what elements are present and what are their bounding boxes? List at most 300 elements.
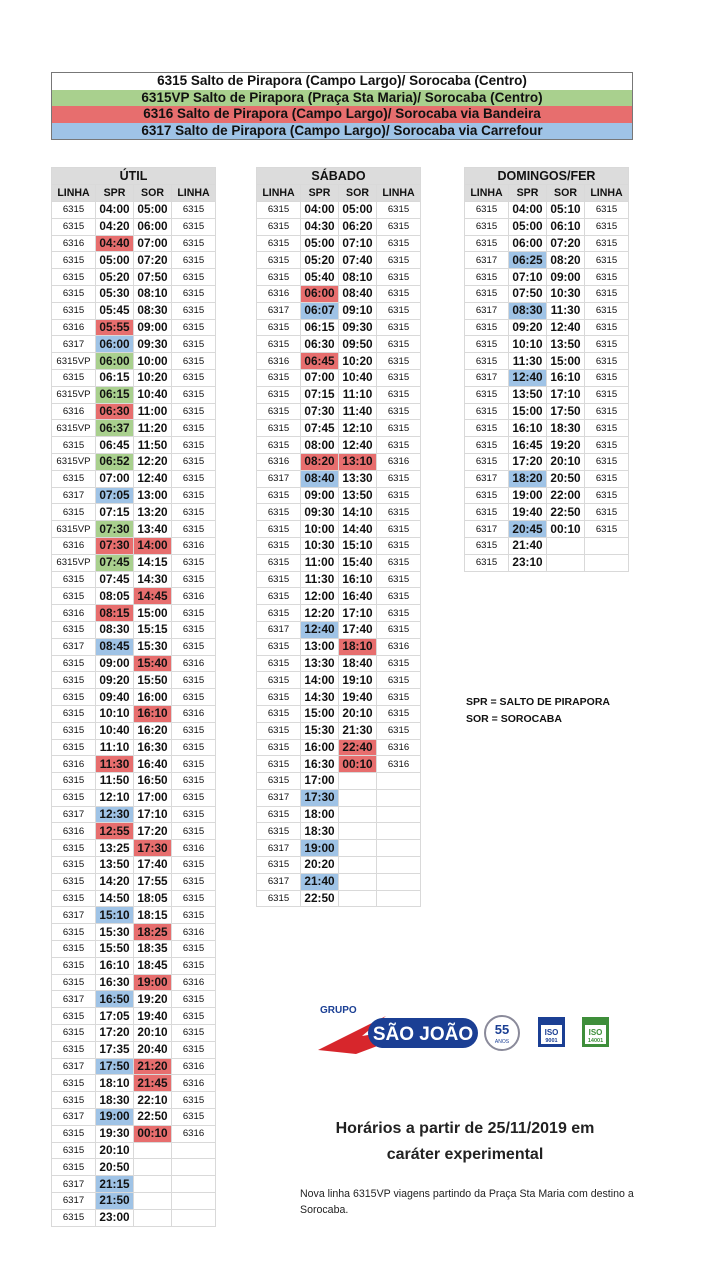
return-line: 6316 [377, 756, 421, 773]
spr-time: 17:50 [96, 1058, 134, 1075]
return-line: 6315 [172, 302, 216, 319]
new-line-footnote: Nova linha 6315VP viagens partindo da Praça Sta Maria com destino a Sorocaba. [300, 1188, 634, 1216]
schedule-row [257, 470, 421, 487]
spr-time: 12:30 [96, 806, 134, 823]
sor-time [134, 1176, 172, 1193]
schedule-row [52, 403, 216, 420]
sor-time: 16:40 [339, 588, 377, 605]
departure-line: 6317 [52, 336, 96, 353]
departure-line: 6317 [465, 521, 509, 538]
schedule-row [257, 605, 421, 622]
sor-time [339, 789, 377, 806]
spr-time: 13:50 [96, 857, 134, 874]
spr-time: 12:10 [96, 789, 134, 806]
return-line: 6315 [585, 302, 629, 319]
sor-time: 17:40 [134, 857, 172, 874]
sor-time: 10:30 [547, 285, 585, 302]
return-line: 6316 [172, 1075, 216, 1092]
return-line: 6315 [172, 823, 216, 840]
return-line: 6315 [585, 521, 629, 538]
spr-time: 15:30 [96, 924, 134, 941]
spr-time: 17:35 [96, 1041, 134, 1058]
sor-time: 15:40 [339, 554, 377, 571]
departure-line: 6315 [52, 470, 96, 487]
departure-line: 6315 [52, 588, 96, 605]
sor-time: 09:10 [339, 302, 377, 319]
spr-time: 08:05 [96, 588, 134, 605]
departure-line: 6315 [257, 672, 301, 689]
spr-time: 21:50 [96, 1193, 134, 1210]
sor-time: 11:00 [134, 403, 172, 420]
spr-time: 17:30 [301, 789, 339, 806]
grupo-sao-joao-logo [316, 1002, 616, 1064]
schedule-row [465, 403, 629, 420]
return-line: 6316 [172, 840, 216, 857]
spr-time: 08:15 [96, 605, 134, 622]
schedule-row [257, 588, 421, 605]
departure-line: 6317 [465, 369, 509, 386]
sor-time: 12:40 [339, 437, 377, 454]
sor-time [134, 1142, 172, 1159]
spr-time: 10:00 [301, 521, 339, 538]
return-line: 6315 [377, 285, 421, 302]
sor-time: 07:40 [339, 252, 377, 269]
return-line: 6315 [377, 487, 421, 504]
column-headers [257, 185, 421, 202]
spr-time: 11:30 [509, 353, 547, 370]
spr-time: 04:30 [301, 218, 339, 235]
schedule-row [257, 453, 421, 470]
schedule-row [465, 420, 629, 437]
departure-line: 6315 [257, 722, 301, 739]
spr-time: 21:40 [509, 537, 547, 554]
spr-time: 19:30 [96, 1125, 134, 1142]
schedule-row [52, 487, 216, 504]
return-line: 6315 [172, 941, 216, 958]
departure-line: 6316 [52, 537, 96, 554]
spr-time: 17:20 [509, 453, 547, 470]
departure-line: 6315 [465, 537, 509, 554]
departure-line: 6315 [257, 823, 301, 840]
departure-line: 6315 [52, 269, 96, 286]
return-line: 6315 [585, 420, 629, 437]
spr-time: 16:10 [96, 957, 134, 974]
schedule-row [257, 621, 421, 638]
departure-line: 6315 [257, 537, 301, 554]
sor-time: 20:40 [134, 1041, 172, 1058]
column-headers [465, 185, 629, 202]
departure-line: 6315 [257, 386, 301, 403]
spr-time: 09:20 [96, 672, 134, 689]
sor-time: 19:20 [547, 437, 585, 454]
sor-time: 15:30 [134, 638, 172, 655]
schedule-row [52, 722, 216, 739]
sor-time: 20:50 [547, 470, 585, 487]
sor-time: 20:10 [547, 453, 585, 470]
spr-time: 05:00 [301, 235, 339, 252]
departure-line: 6317 [257, 470, 301, 487]
spr-time: 10:10 [509, 336, 547, 353]
spr-time: 06:00 [96, 336, 134, 353]
sor-time: 09:30 [134, 336, 172, 353]
schedule-row [52, 806, 216, 823]
spr-time: 07:00 [96, 470, 134, 487]
sor-time [134, 1159, 172, 1176]
return-line: 6316 [172, 1058, 216, 1075]
spr-time: 07:45 [96, 554, 134, 571]
sor-time: 05:10 [547, 202, 585, 219]
departure-line: 6316 [257, 453, 301, 470]
sor-time: 15:00 [134, 605, 172, 622]
spr-time: 20:20 [301, 857, 339, 874]
spr-time: 05:55 [96, 319, 134, 336]
column-headers [52, 185, 216, 202]
spr-time: 12:20 [301, 605, 339, 622]
departure-line: 6315 [465, 336, 509, 353]
return-line: 6315 [585, 470, 629, 487]
sor-time: 16:20 [134, 722, 172, 739]
sor-time: 13:10 [339, 453, 377, 470]
sor-time: 14:15 [134, 554, 172, 571]
departure-line: 6316 [52, 605, 96, 622]
sor-time: 19:10 [339, 672, 377, 689]
return-line: 6315 [172, 722, 216, 739]
sor-time: 07:20 [547, 235, 585, 252]
return-line: 6315 [172, 269, 216, 286]
departure-line: 6315 [257, 857, 301, 874]
return-line [377, 840, 421, 857]
schedule-row [52, 638, 216, 655]
departure-line: 6315 [52, 957, 96, 974]
spr-time: 06:30 [96, 403, 134, 420]
departure-line: 6315VP [52, 554, 96, 571]
spr-time: 18:10 [96, 1075, 134, 1092]
sor-time [339, 840, 377, 857]
departure-line: 6315 [52, 1125, 96, 1142]
sor-time: 12:40 [547, 319, 585, 336]
departure-line: 6315 [52, 840, 96, 857]
schedule-row [257, 285, 421, 302]
sor-time: 17:10 [339, 605, 377, 622]
sor-time: 11:20 [134, 420, 172, 437]
return-line: 6315 [585, 353, 629, 370]
legend-row-6316: 6316 Salto de Pirapora (Campo Largo)/ Sorocaba via Bandeira [52, 106, 632, 123]
iso1-text: ISO [544, 1028, 559, 1037]
spr-time: 17:05 [96, 1008, 134, 1025]
schedule-row [257, 504, 421, 521]
spr-time: 09:20 [509, 319, 547, 336]
schedule-row [465, 319, 629, 336]
spr-time: 06:45 [96, 437, 134, 454]
return-line: 6315 [377, 521, 421, 538]
spr-time: 12:00 [301, 588, 339, 605]
departure-line: 6315 [52, 689, 96, 706]
sor-time [134, 1209, 172, 1226]
departure-line: 6317 [52, 1176, 96, 1193]
sor-time: 20:10 [339, 705, 377, 722]
schedule-row [52, 907, 216, 924]
sor-time: 14:10 [339, 504, 377, 521]
schedule-row [257, 873, 421, 890]
return-line [377, 857, 421, 874]
departure-line: 6315 [257, 521, 301, 538]
schedule-row [257, 857, 421, 874]
return-line: 6315 [172, 403, 216, 420]
sor-time: 07:50 [134, 269, 172, 286]
iso2-num: 14001 [587, 1038, 604, 1044]
return-line: 6315 [172, 336, 216, 353]
sor-time: 22:50 [134, 1109, 172, 1126]
spr-time: 06:30 [301, 336, 339, 353]
return-line: 6315 [172, 957, 216, 974]
spr-time: 06:07 [301, 302, 339, 319]
spr-time: 15:00 [509, 403, 547, 420]
column-header: SOR [134, 185, 172, 202]
schedule-row [52, 302, 216, 319]
departure-line: 6316 [52, 319, 96, 336]
return-line: 6315 [172, 235, 216, 252]
spr-time: 07:15 [96, 504, 134, 521]
schedule-row [52, 437, 216, 454]
schedule-row [257, 823, 421, 840]
spr-time: 07:00 [301, 369, 339, 386]
return-line [172, 1193, 216, 1210]
return-line: 6315 [172, 1092, 216, 1109]
spr-time: 16:30 [96, 974, 134, 991]
departure-line: 6317 [257, 789, 301, 806]
schedule-row [257, 420, 421, 437]
sor-time: 06:00 [134, 218, 172, 235]
return-line: 6315 [377, 605, 421, 622]
sor-time: 17:10 [134, 806, 172, 823]
return-line: 6315 [172, 806, 216, 823]
schedule-title: DOMINGOS/FER [465, 168, 629, 185]
schedule-row [257, 773, 421, 790]
schedule-row [465, 437, 629, 454]
spr-time: 12:40 [509, 369, 547, 386]
sor-time: 15:15 [134, 621, 172, 638]
seal-label: ANOS [494, 1039, 510, 1045]
spr-time: 11:30 [301, 571, 339, 588]
schedule-row [465, 269, 629, 286]
departure-line: 6315 [257, 571, 301, 588]
spr-time: 20:45 [509, 521, 547, 538]
schedule-row [465, 521, 629, 538]
schedule-row [257, 554, 421, 571]
spr-time: 08:45 [96, 638, 134, 655]
schedule-row [52, 420, 216, 437]
departure-line: 6315 [52, 941, 96, 958]
schedule-row [52, 1075, 216, 1092]
spr-time: 18:30 [96, 1092, 134, 1109]
sor-time: 17:40 [339, 621, 377, 638]
return-line: 6315 [172, 218, 216, 235]
departure-line: 6315 [52, 857, 96, 874]
schedule-row [257, 235, 421, 252]
return-line: 6315 [377, 705, 421, 722]
departure-line: 6315 [465, 453, 509, 470]
spr-time: 19:40 [509, 504, 547, 521]
spr-time: 12:40 [301, 621, 339, 638]
sor-time: 21:30 [339, 722, 377, 739]
departure-line: 6315 [52, 369, 96, 386]
schedule-row [52, 840, 216, 857]
sor-time: 10:40 [134, 386, 172, 403]
note-spr: SPR = SALTO DE PIRAPORA [466, 696, 611, 708]
return-line: 6315 [377, 655, 421, 672]
spr-time: 07:15 [301, 386, 339, 403]
return-line: 6315 [172, 638, 216, 655]
departure-line: 6315 [465, 437, 509, 454]
sor-time: 10:00 [134, 353, 172, 370]
return-line: 6315 [377, 672, 421, 689]
sor-time: 16:10 [134, 705, 172, 722]
return-line: 6315 [172, 554, 216, 571]
spr-time: 11:50 [96, 773, 134, 790]
return-line: 6315 [172, 991, 216, 1008]
return-line: 6316 [172, 588, 216, 605]
schedule-row [257, 353, 421, 370]
departure-line: 6315 [52, 705, 96, 722]
sor-time: 10:20 [134, 369, 172, 386]
sor-time: 11:30 [547, 302, 585, 319]
departure-line: 6315 [257, 369, 301, 386]
return-line: 6315 [172, 756, 216, 773]
departure-line: 6315 [465, 554, 509, 571]
departure-line: 6315 [52, 1025, 96, 1042]
departure-line: 6315VP [52, 420, 96, 437]
return-line: 6315 [172, 789, 216, 806]
spr-time: 19:00 [96, 1109, 134, 1126]
schedule-row [52, 773, 216, 790]
sor-time: 08:10 [339, 269, 377, 286]
schedule-header [257, 168, 421, 185]
departure-line: 6317 [257, 873, 301, 890]
schedule-row [257, 890, 421, 907]
return-line: 6315 [172, 252, 216, 269]
return-line: 6315 [172, 420, 216, 437]
column-header: SPR [301, 185, 339, 202]
validity-line-2: caráter experimental [386, 1146, 544, 1163]
return-line: 6315 [585, 235, 629, 252]
spr-time: 15:00 [301, 705, 339, 722]
schedule-row [52, 353, 216, 370]
schedule-row [52, 571, 216, 588]
schedule-title: SÁBADO [257, 168, 421, 185]
return-line: 6315 [172, 1041, 216, 1058]
departure-line: 6315 [52, 789, 96, 806]
sor-time: 18:05 [134, 890, 172, 907]
return-line: 6315 [377, 269, 421, 286]
schedule-row [52, 957, 216, 974]
departure-line: 6315 [257, 319, 301, 336]
departure-line: 6315 [52, 739, 96, 756]
return-line [172, 1209, 216, 1226]
return-line: 6315 [172, 285, 216, 302]
sor-time: 13:50 [547, 336, 585, 353]
sor-time: 08:10 [134, 285, 172, 302]
schedule-row [257, 202, 421, 219]
departure-line: 6315VP [52, 386, 96, 403]
schedule-row [465, 218, 629, 235]
departure-line: 6316 [52, 403, 96, 420]
departure-line: 6315 [257, 252, 301, 269]
departure-line: 6317 [465, 470, 509, 487]
departure-line: 6315 [465, 403, 509, 420]
spr-time: 04:20 [96, 218, 134, 235]
spr-time: 04:00 [96, 202, 134, 219]
departure-line: 6315 [52, 722, 96, 739]
schedule-row [465, 504, 629, 521]
column-header: LINHA [172, 185, 216, 202]
departure-line: 6315 [257, 773, 301, 790]
spr-time: 04:00 [301, 202, 339, 219]
return-line: 6315 [172, 353, 216, 370]
schedule-row [52, 857, 216, 874]
schedule-row [465, 453, 629, 470]
schedule-row [52, 705, 216, 722]
sor-time: 11:10 [339, 386, 377, 403]
return-line: 6315 [585, 269, 629, 286]
validity-notice [300, 1116, 630, 1168]
return-line: 6315 [377, 504, 421, 521]
sor-time: 09:30 [339, 319, 377, 336]
sor-time: 07:10 [339, 235, 377, 252]
schedule-row [257, 437, 421, 454]
schedule-row [257, 722, 421, 739]
schedule-row [52, 655, 216, 672]
departure-line: 6315 [52, 1209, 96, 1226]
departure-line: 6316 [52, 756, 96, 773]
sor-time: 14:00 [134, 537, 172, 554]
departure-line: 6315 [257, 756, 301, 773]
return-line: 6315 [172, 773, 216, 790]
departure-line: 6315VP [52, 353, 96, 370]
spr-time: 05:40 [301, 269, 339, 286]
departure-line: 6317 [465, 302, 509, 319]
sor-time: 14:45 [134, 588, 172, 605]
return-line: 6315 [172, 890, 216, 907]
spr-time: 06:00 [301, 285, 339, 302]
schedule-row [52, 386, 216, 403]
sor-time: 16:40 [134, 756, 172, 773]
sor-time: 13:20 [134, 504, 172, 521]
schedule-header [465, 168, 629, 185]
departure-line: 6316 [257, 353, 301, 370]
return-line: 6315 [377, 537, 421, 554]
legend-row-6317: 6317 Salto de Pirapora (Campo Largo)/ Sorocaba via Carrefour [52, 123, 632, 140]
spr-time: 17:20 [96, 1025, 134, 1042]
sor-time: 16:10 [547, 369, 585, 386]
sor-time [547, 537, 585, 554]
schedule-row [257, 537, 421, 554]
column-header: SOR [339, 185, 377, 202]
sor-time: 00:10 [339, 756, 377, 773]
sor-time: 10:40 [339, 369, 377, 386]
spr-time: 17:00 [301, 773, 339, 790]
schedule-row [465, 252, 629, 269]
spr-time: 14:00 [301, 672, 339, 689]
return-line: 6315 [172, 1025, 216, 1042]
spr-time: 20:10 [96, 1142, 134, 1159]
return-line [377, 823, 421, 840]
spr-time: 10:10 [96, 705, 134, 722]
departure-line: 6315 [52, 655, 96, 672]
spr-time: 13:25 [96, 840, 134, 857]
schedule-row [52, 202, 216, 219]
spr-time: 06:00 [96, 353, 134, 370]
departure-line: 6315 [52, 218, 96, 235]
